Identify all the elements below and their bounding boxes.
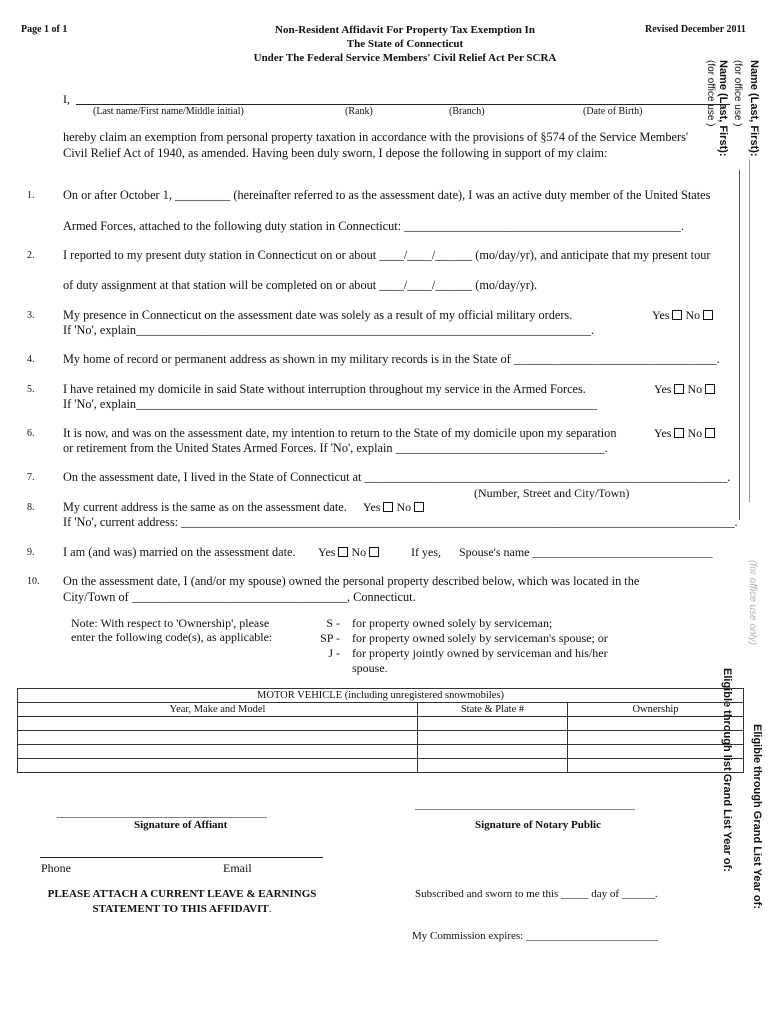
table-cell[interactable] xyxy=(18,759,418,773)
yes-label: Yes xyxy=(654,382,672,396)
item-9-yes-no[interactable] xyxy=(318,545,379,560)
attach-notice-2 xyxy=(40,903,324,915)
table-caption: MOTOR VEHICLE (including unregistered snowmobiles) xyxy=(18,689,744,703)
item-number: 1. xyxy=(27,190,35,201)
item-number: 9. xyxy=(27,547,35,558)
item-10-line-1: On the assessment date, I (and/or my spouse) owned the personal property described below, which was located in the xyxy=(63,574,640,588)
header-ownership: Ownership xyxy=(568,703,744,717)
table-caption-row xyxy=(18,689,744,703)
item-number: 4. xyxy=(27,354,35,365)
motor-vehicle-table xyxy=(17,688,744,773)
item-7-address-label: (Number, Street and City/Town) xyxy=(474,486,630,500)
item-3-line-1: My presence in Connecticut on the assessment date was solely as a result of my official military orders. xyxy=(63,308,573,322)
ownership-note-1: Note: With respect to 'Ownership', please xyxy=(71,616,270,630)
item-1-line-1: On or after October 1, _________ (hereinafter referred to as the assessment date), I was an active duty member of the United States xyxy=(63,188,711,202)
no-checkbox[interactable] xyxy=(414,502,424,512)
yes-checkbox[interactable] xyxy=(674,428,684,438)
table-cell[interactable] xyxy=(18,717,418,731)
no-label: No xyxy=(396,500,412,514)
office-use-only-label: (for office use only) xyxy=(747,560,758,646)
header-year-make-model: Year, Make and Model xyxy=(18,703,418,717)
no-label: No xyxy=(687,382,703,396)
table-row xyxy=(18,731,744,745)
no-checkbox[interactable] xyxy=(703,310,713,320)
code-j-desc-cont: spouse. xyxy=(352,661,388,675)
table-cell[interactable] xyxy=(418,717,568,731)
item-2-line-1: I reported to my present duty station in Connecticut on or about ____/____/______ (mo/day/yr), and anticipate that my present tour xyxy=(63,248,711,262)
item-number: 2. xyxy=(27,250,35,261)
commission-expires: My Commission expires: ________________________ xyxy=(412,930,658,942)
item-number: 3. xyxy=(27,310,35,321)
code-s-desc: for property owned solely by serviceman; xyxy=(352,616,553,630)
item-number: 7. xyxy=(27,472,35,483)
yes-label: Yes xyxy=(654,426,672,440)
phone-label: Phone xyxy=(41,861,71,875)
yes-checkbox[interactable] xyxy=(338,547,348,557)
code-sp-desc: for property owned solely by serviceman's spouse; or xyxy=(352,631,608,645)
office-name-inner-line xyxy=(739,170,740,520)
label-rank: (Rank) xyxy=(345,106,373,117)
item-number: 8. xyxy=(27,502,35,513)
claim-line-1: hereby claim an exemption from personal property taxation in accordance with the provisions of §574 of the Service Members' xyxy=(63,130,689,144)
eligible-grand-list-outer: Eligible through Grand List Year of: xyxy=(751,724,763,909)
table-cell[interactable] xyxy=(568,745,744,759)
item-10-line-2: City/Town of ___________________________________, Connecticut. xyxy=(63,590,416,604)
item-6-line-1: It is now, and was on the assessment date, my intention to return to the State of my domicile upon my separation xyxy=(63,426,617,440)
label-dob: (Date of Birth) xyxy=(583,106,643,117)
item-9-if-yes: If yes, xyxy=(411,545,441,559)
no-checkbox[interactable] xyxy=(369,547,379,557)
item-5-line-2: If 'No', explain___________________________________________________________________________ xyxy=(63,397,598,411)
eligible-grand-list-inner: Eligible through list Grand List Year of: xyxy=(721,668,733,872)
office-use-label-inner: (for office use ) xyxy=(705,60,716,127)
item-8-yes-no[interactable] xyxy=(363,500,424,515)
attach-notice-2-text: STATEMENT TO THIS AFFIDAVIT xyxy=(92,903,269,915)
no-label: No xyxy=(687,426,703,440)
affiant-prefix: I, xyxy=(63,92,70,106)
table-row xyxy=(18,759,744,773)
page-number: Page 1 of 1 xyxy=(21,24,68,35)
yes-label: Yes xyxy=(318,545,336,559)
label-branch: (Branch) xyxy=(449,106,485,117)
ownership-note-2: enter the following code(s), as applicable: xyxy=(71,630,273,644)
email-label: Email xyxy=(223,861,252,875)
table-cell[interactable] xyxy=(418,759,568,773)
code-s: S - xyxy=(326,616,340,630)
no-checkbox[interactable] xyxy=(705,384,715,394)
revision-date: Revised December 2011 xyxy=(645,24,746,35)
table-row xyxy=(18,717,744,731)
no-checkbox[interactable] xyxy=(705,428,715,438)
office-name-inner: Name (Last, First): xyxy=(717,60,729,157)
item-6-yes-no[interactable] xyxy=(654,426,715,441)
yes-checkbox[interactable] xyxy=(383,502,393,512)
table-cell[interactable] xyxy=(568,731,744,745)
code-j-desc: for property jointly owned by serviceman and his/her xyxy=(352,646,608,660)
table-cell[interactable] xyxy=(18,745,418,759)
item-6-line-2: or retirement from the United States Armed Forces. If 'No', explain __________________________________. xyxy=(63,441,608,455)
code-sp: SP - xyxy=(320,631,340,645)
item-2-line-2: of duty assignment at that station will be completed on or about ____/____/______ (mo/day/yr). xyxy=(63,278,538,292)
item-number: 10. xyxy=(27,576,40,587)
item-5-yes-no[interactable] xyxy=(654,382,715,397)
item-5-line-1: I have retained my domicile in said State without interruption throughout my service in the Armed Forces. xyxy=(63,382,586,396)
yes-checkbox[interactable] xyxy=(674,384,684,394)
item-7-line: On the assessment date, I lived in the State of Connecticut at ___________________________________________________________. xyxy=(63,470,731,484)
header-state-plate: State & Plate # xyxy=(418,703,568,717)
form-title-line-2: The State of Connecticut xyxy=(346,38,464,50)
form-title-line-3: Under The Federal Service Members' Civil Relief Act Per SCRA xyxy=(253,52,557,64)
table-row xyxy=(18,745,744,759)
table-cell[interactable] xyxy=(568,717,744,731)
affiant-signature-label: Signature of Affiant xyxy=(134,819,228,831)
attach-notice-1: PLEASE ATTACH A CURRENT LEAVE & EARNINGS xyxy=(47,888,317,900)
affiant-signature-line[interactable]: __________________________________________ xyxy=(57,808,267,819)
item-9-line: I am (and was) married on the assessment date. xyxy=(63,545,296,559)
table-cell[interactable] xyxy=(418,731,568,745)
form-title-line-1: Non-Resident Affidavit For Property Tax Exemption In xyxy=(275,24,535,36)
item-8-line-1: My current address is the same as on the assessment date. xyxy=(63,500,347,514)
item-number: 5. xyxy=(27,384,35,395)
item-9-spouse-name: Spouse's name ______________________________ xyxy=(459,545,713,559)
item-number: 6. xyxy=(27,428,35,439)
office-name-outer: Name (Last, First): ________________________________________________________ xyxy=(748,60,760,503)
yes-label: Yes xyxy=(363,500,381,514)
no-label: No xyxy=(351,545,367,559)
table-cell[interactable] xyxy=(568,759,744,773)
table-header-row xyxy=(18,703,744,717)
item-3-yes-no[interactable] xyxy=(652,308,713,323)
yes-label: Yes xyxy=(652,308,670,322)
item-4-line: My home of record or permanent address as shown in my military records is in the State of _________________________________. xyxy=(63,352,720,366)
table-cell[interactable] xyxy=(18,731,418,745)
item-8-line-2: If 'No', current address: __________________________________________________________________________________________. xyxy=(63,515,738,529)
notary-signature-line[interactable]: ____________________________________________ xyxy=(415,800,635,811)
item-3-line-2: If 'No', explain__________________________________________________________________________. xyxy=(63,323,595,337)
code-j: J - xyxy=(328,646,340,660)
phone-email-line[interactable] xyxy=(40,857,323,858)
yes-checkbox[interactable] xyxy=(672,310,682,320)
subscribed-sworn: Subscribed and sworn to me this _____ day of ______. xyxy=(415,888,658,900)
item-1-line-2: Armed Forces, attached to the following duty station in Connecticut: _____________________________________________. xyxy=(63,219,684,233)
table-cell[interactable] xyxy=(418,745,568,759)
affiant-identity-line[interactable] xyxy=(76,104,730,105)
notary-signature-label: Signature of Notary Public xyxy=(475,819,601,831)
no-label: No xyxy=(685,308,701,322)
claim-line-2: Civil Relief Act of 1940, as amended. Having been duly sworn, I depose the following in support of my claim: xyxy=(63,146,608,160)
office-use-label-outer: (for office use ) xyxy=(732,60,743,127)
label-name: (Last name/First name/Middle initial) xyxy=(93,106,244,117)
attach-notice-2-period: . xyxy=(268,903,272,915)
